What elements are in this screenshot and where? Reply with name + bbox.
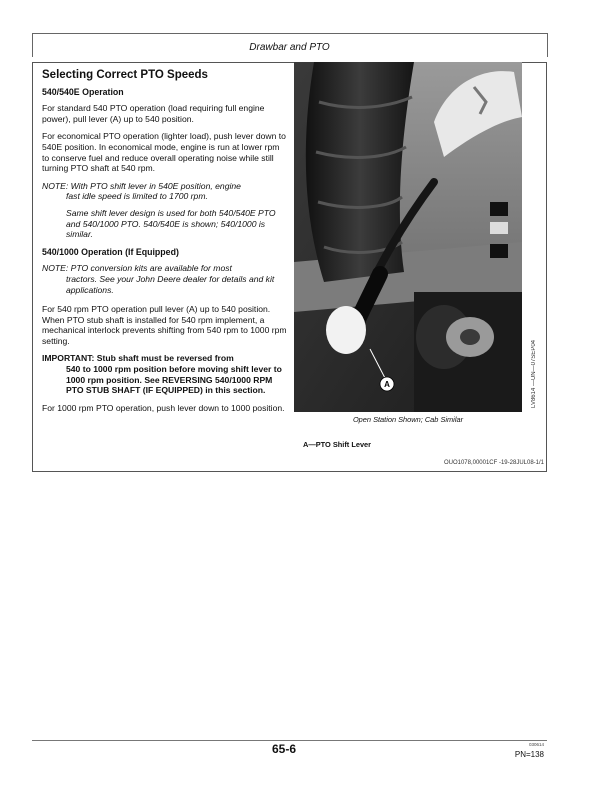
footer-rule bbox=[32, 740, 547, 741]
callout-a-label: A bbox=[384, 380, 390, 389]
note-fast-idle-line2: fast idle speed is limited to 1700 rpm. bbox=[66, 191, 208, 202]
header-rule bbox=[32, 33, 547, 34]
note-kits-line1: NOTE: PTO conversion kits are available for most bbox=[42, 263, 232, 274]
section-title: Selecting Correct PTO Speeds bbox=[42, 69, 208, 81]
paragraph-1000-operation: For 1000 rpm PTO operation, push lever down to 1000 position. bbox=[42, 402, 285, 413]
important-stub-shaft bbox=[42, 353, 288, 395]
important-line1: IMPORTANT: Stub shaft must be reversed from bbox=[42, 353, 234, 364]
note-conversion-kits bbox=[42, 263, 288, 295]
note-fast-idle-line1: NOTE: With PTO shift lever in 540E position, engine bbox=[42, 180, 241, 191]
photo-legend: A—PTO Shift Lever bbox=[303, 440, 372, 449]
page-number: 65-6 bbox=[271, 742, 297, 756]
photo-caption: Open Station Shown; Cab Similar bbox=[352, 415, 464, 424]
pto-lever-illustration bbox=[294, 62, 522, 412]
important-line2: 540 to 1000 rpm position before moving shift lever to 1000 rpm position. See REVERSING 540/1000 RPM PTO STUB SHAFT (IF EQUIPPED) in this section. bbox=[66, 364, 282, 396]
footer-small-code: 030614 bbox=[528, 742, 544, 747]
note-same-design: Same shift lever design is used for both 540/540E PTO and 540/1000 PTO. 540/540E is shown; 540/1000 is similar. bbox=[66, 207, 276, 240]
note-fast-idle bbox=[42, 181, 288, 202]
running-head: Drawbar and PTO bbox=[249, 42, 330, 53]
subheading-540-540e: 540/540E Operation bbox=[42, 86, 124, 97]
paragraph-540-operation: For 540 rpm PTO operation pull lever (A) up to 540 position. When PTO stub shaft is installed for 540 rpm implement, a mechanical interlock prevents shifting from 540 rpm to 1000 rpm setting. bbox=[42, 304, 287, 346]
pn-number: PN=138 bbox=[514, 750, 544, 759]
image-side-code: LV8614 —UN—07SEP04 bbox=[531, 340, 537, 408]
header-tick-right bbox=[547, 33, 548, 57]
document-id: OUO1078,00001CF -19-28JUL08-1/1 bbox=[443, 460, 544, 466]
paragraph-economical: For economical PTO operation (lighter load), push lever down to 540E position. In economical mode, engine is run at lower rpm to conserve fuel and reduce overall operating noise while still turning PTO shaft at 540 rpm. bbox=[42, 131, 286, 174]
paragraph-standard-540: For standard 540 PTO operation (load requiring full engine power), pull lever (A) up to 540 position. bbox=[42, 103, 265, 124]
note-kits-line2: tractors. See your John Deere dealer for details and kit applications. bbox=[66, 273, 275, 295]
pto-lever-photo bbox=[294, 62, 522, 412]
text-column bbox=[42, 70, 288, 420]
subheading-540-1000: 540/1000 Operation (If Equipped) bbox=[42, 246, 179, 257]
